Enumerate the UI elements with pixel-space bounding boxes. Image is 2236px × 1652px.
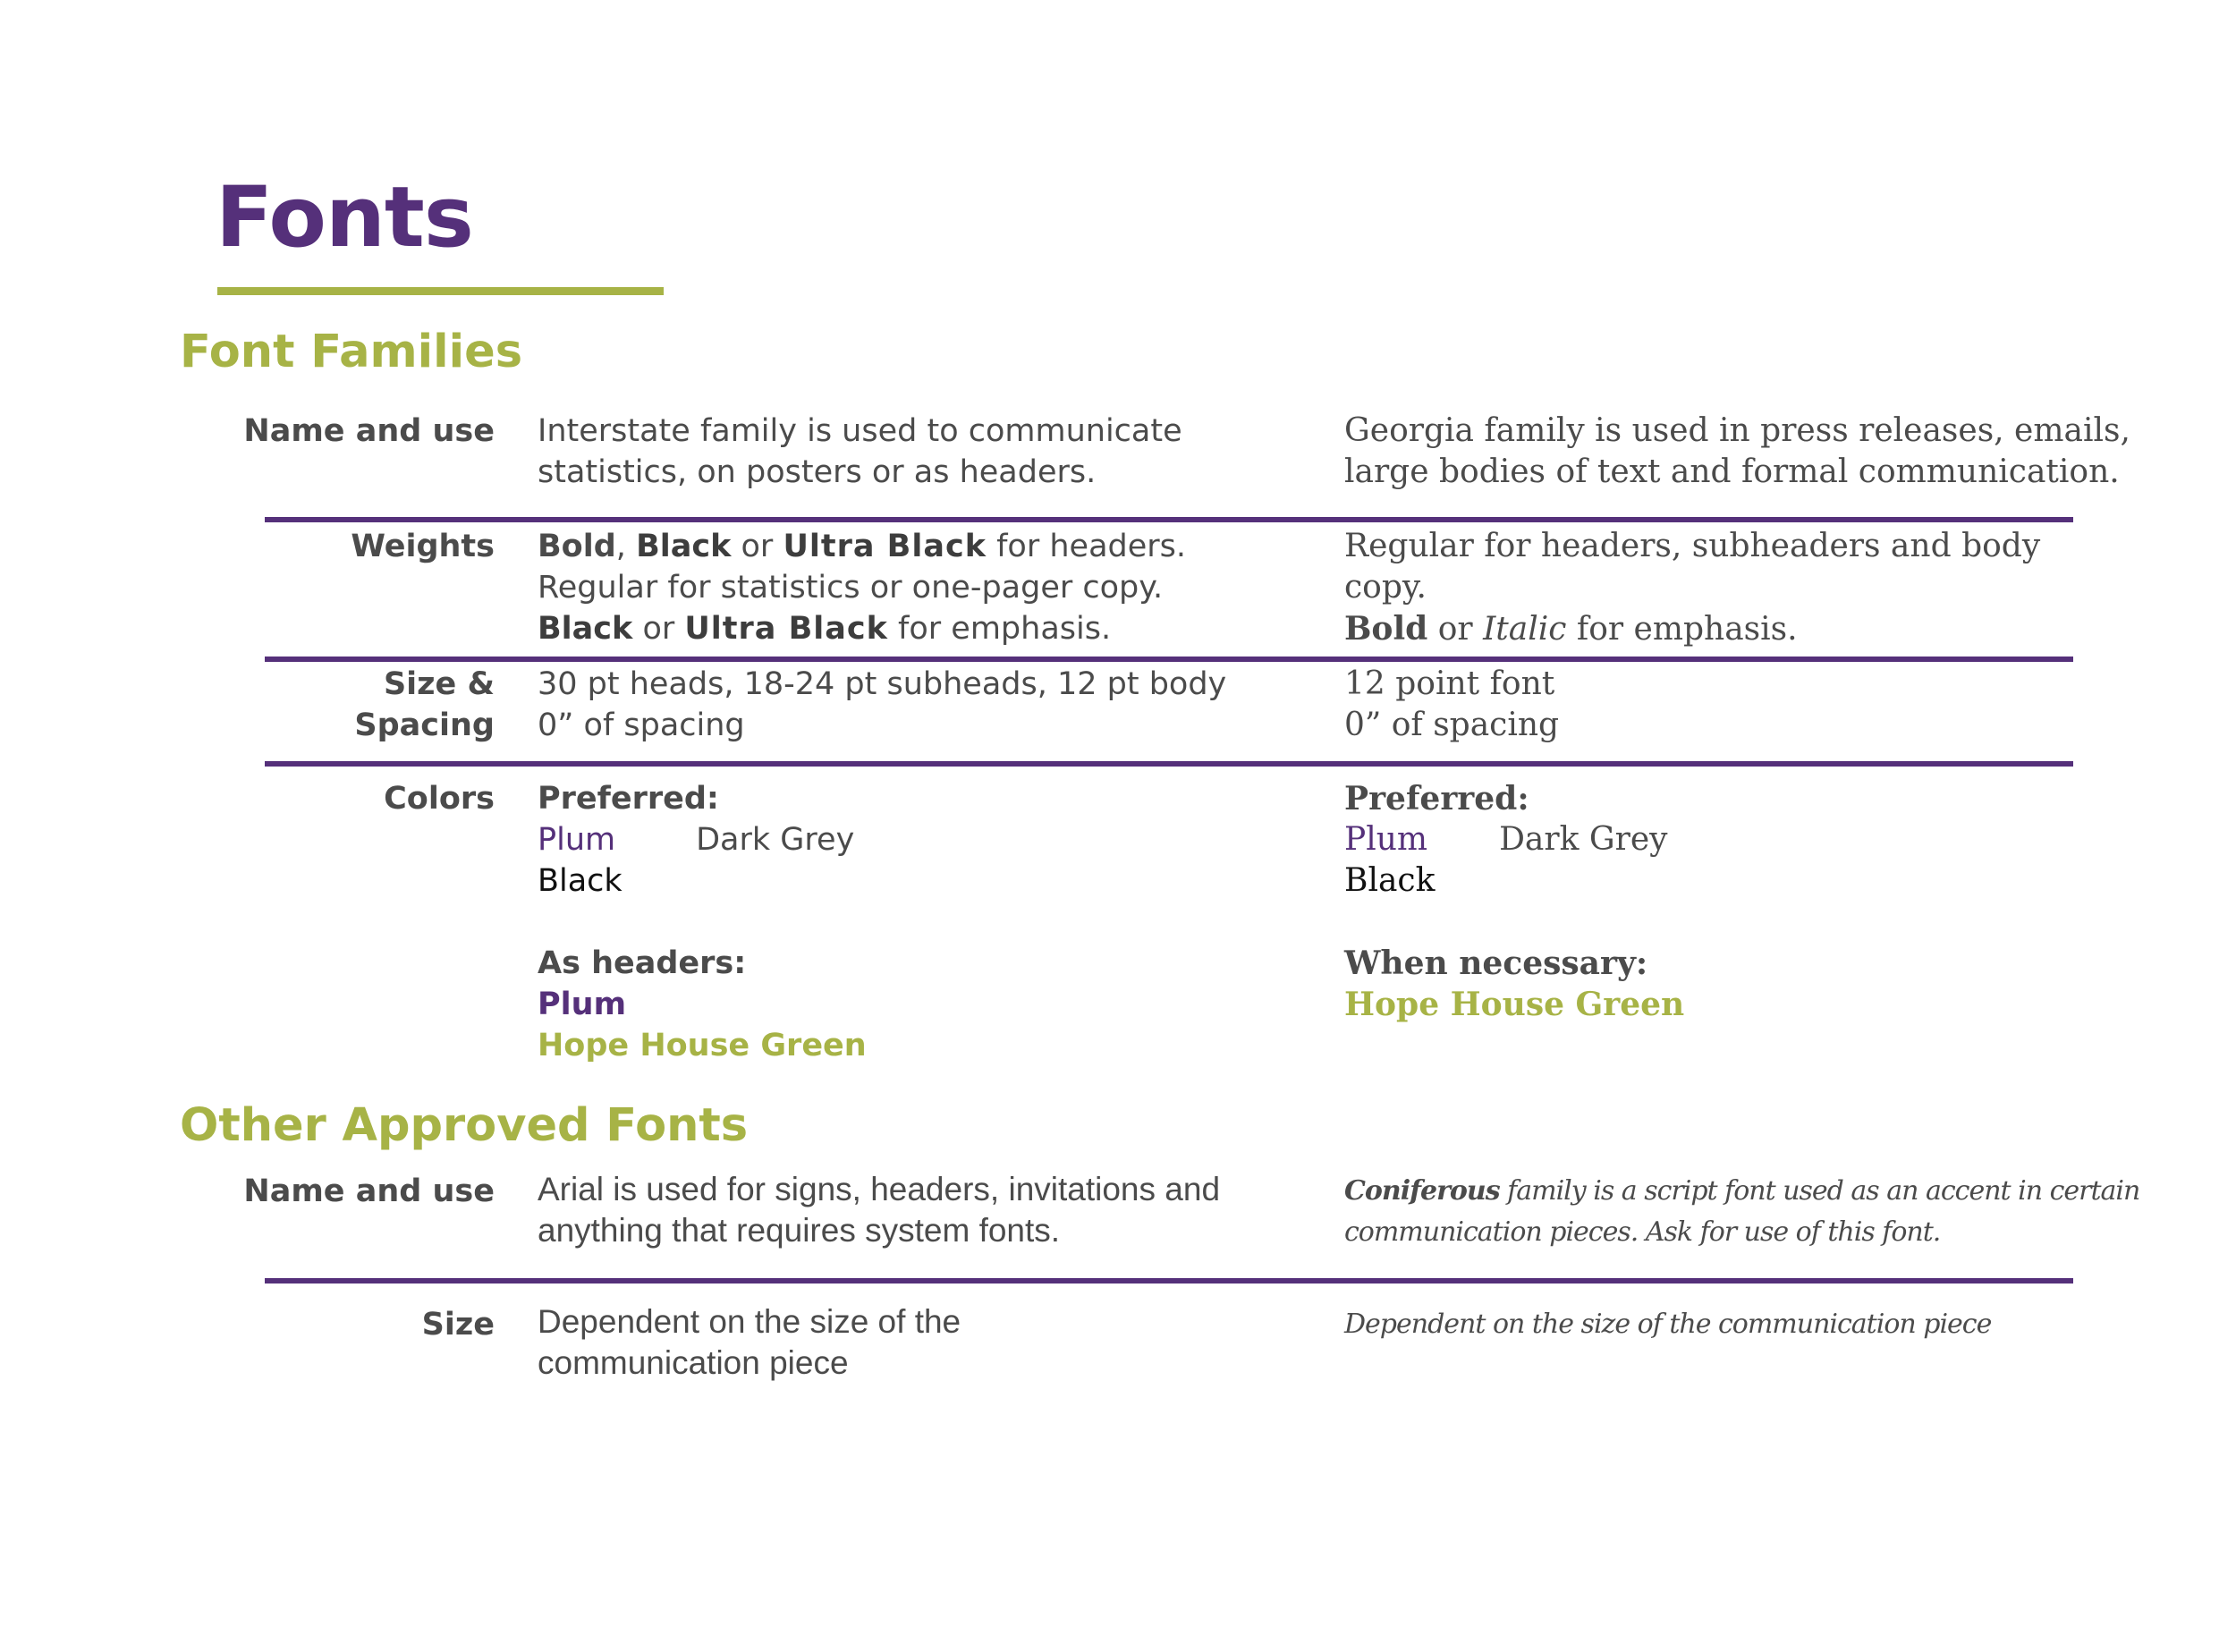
- ultra-black-sample: Ultra Black: [783, 529, 987, 564]
- interstate-name-use-line: Interstate family is used to communicate: [538, 413, 1182, 449]
- or-text: or: [731, 529, 783, 564]
- arial-size-line: Dependent on the size of the: [538, 1303, 961, 1340]
- black-swatch-text: Black: [538, 863, 623, 899]
- header-plum-text: Plum: [538, 987, 627, 1022]
- italic-sample: Italic: [1483, 611, 1567, 648]
- comma-text: ,: [615, 529, 626, 564]
- weights-rest-text: for emphasis.: [887, 611, 1112, 647]
- interstate-colors: [538, 778, 867, 1066]
- size-spacing-label-line: Spacing: [354, 707, 495, 743]
- other-name-and-use-label: Name and use: [243, 1173, 495, 1209]
- other-fonts-heading: Other Approved Fonts: [180, 1099, 749, 1152]
- georgia-weights-line: Regular for headers, subheaders and body: [1344, 528, 2041, 564]
- coniferous-size: Dependent on the size of the communication piece: [1344, 1309, 1992, 1340]
- georgia-name-use: [1344, 411, 2130, 493]
- black-swatch-text: Black: [1344, 862, 1436, 899]
- georgia-weights-line: copy.: [1344, 569, 1427, 606]
- black-sample: Black: [636, 529, 732, 564]
- coniferous-name-use-line: [1344, 1171, 2139, 1212]
- interstate-name-use-line: statistics, on posters or as headers.: [538, 454, 1097, 490]
- coniferous-bold-text: Coniferous: [1344, 1175, 1500, 1207]
- arial-name-use-line: Arial is used for signs, headers, invitations and: [538, 1171, 1221, 1207]
- georgia-weights-line: [1344, 608, 2040, 650]
- necessary-green-text: Hope House Green: [1344, 986, 1685, 1023]
- arial-name-use-line: anything that requires system fonts.: [538, 1212, 1061, 1249]
- interstate-weights-line: [538, 608, 1186, 649]
- header-green-text: Hope House Green: [538, 1028, 867, 1063]
- weights-label: Weights: [351, 529, 495, 564]
- georgia-name-use-line: Georgia family is used in press releases, emails,: [1344, 412, 2130, 449]
- georgia-name-use-line: large bodies of text and formal communication.: [1344, 453, 2120, 490]
- plum-swatch-text: Plum: [1344, 821, 1428, 858]
- dark-grey-swatch-text: Dark Grey: [1499, 821, 1668, 858]
- georgia-size-line: 12 point font: [1344, 665, 1555, 702]
- as-headers-label: As headers:: [538, 945, 747, 981]
- or-text: or: [632, 611, 685, 647]
- black-sample: Black: [538, 611, 633, 647]
- row-divider: [265, 517, 2073, 522]
- size-spacing-label-line: Size &: [383, 666, 495, 702]
- georgia-colors: [1344, 778, 1684, 1025]
- row-divider: [265, 657, 2073, 662]
- size-spacing-label: [354, 664, 495, 746]
- interstate-spacing-line: 0” of spacing: [538, 707, 745, 743]
- name-and-use-label: Name and use: [243, 413, 495, 449]
- font-families-heading: Font Families: [180, 326, 523, 378]
- dark-grey-swatch-text: Dark Grey: [696, 822, 855, 858]
- interstate-size-spacing: [538, 664, 1226, 746]
- bold-sample: Bold: [538, 529, 616, 564]
- title-underline: [217, 287, 664, 295]
- coniferous-desc-text: family is a script font used as an accent in certain: [1499, 1175, 2140, 1207]
- coniferous-name-use: [1344, 1171, 2139, 1253]
- page-title: Fonts: [216, 169, 473, 267]
- arial-size-line: communication piece: [538, 1344, 849, 1381]
- arial-name-use: [538, 1169, 1220, 1251]
- georgia-spacing-line: 0” of spacing: [1344, 707, 1560, 743]
- arial-size: [538, 1301, 961, 1384]
- weights-rest-text: for headers.: [986, 529, 1187, 564]
- preferred-label: Preferred:: [538, 781, 719, 817]
- row-divider: [265, 761, 2073, 767]
- weights-rest-text: for emphasis.: [1566, 611, 1798, 648]
- interstate-weights-line: Regular for statistics or one-pager copy.: [538, 570, 1164, 606]
- coniferous-name-use-line: communication pieces. Ask for use of this font.: [1344, 1216, 1941, 1248]
- interstate-weights: [538, 526, 1186, 649]
- interstate-size-line: 30 pt heads, 18-24 pt subheads, 12 pt body: [538, 666, 1227, 702]
- or-text: or: [1427, 611, 1484, 648]
- other-size-label: Size: [421, 1307, 495, 1343]
- preferred-label: Preferred:: [1344, 780, 1529, 818]
- row-divider: [265, 1278, 2073, 1283]
- preferred-colors-line: [1344, 819, 1684, 860]
- when-necessary-label: When necessary:: [1344, 945, 1648, 982]
- interstate-name-use: [538, 411, 1182, 493]
- georgia-weights: [1344, 526, 2040, 650]
- preferred-colors-line: [538, 819, 867, 860]
- georgia-size-spacing: [1344, 664, 1559, 746]
- interstate-weights-line: [538, 526, 1186, 567]
- plum-swatch-text: Plum: [538, 822, 616, 858]
- ultra-black-sample: Ultra Black: [684, 611, 888, 647]
- bold-sample: Bold: [1344, 610, 1428, 648]
- colors-label: Colors: [384, 781, 495, 817]
